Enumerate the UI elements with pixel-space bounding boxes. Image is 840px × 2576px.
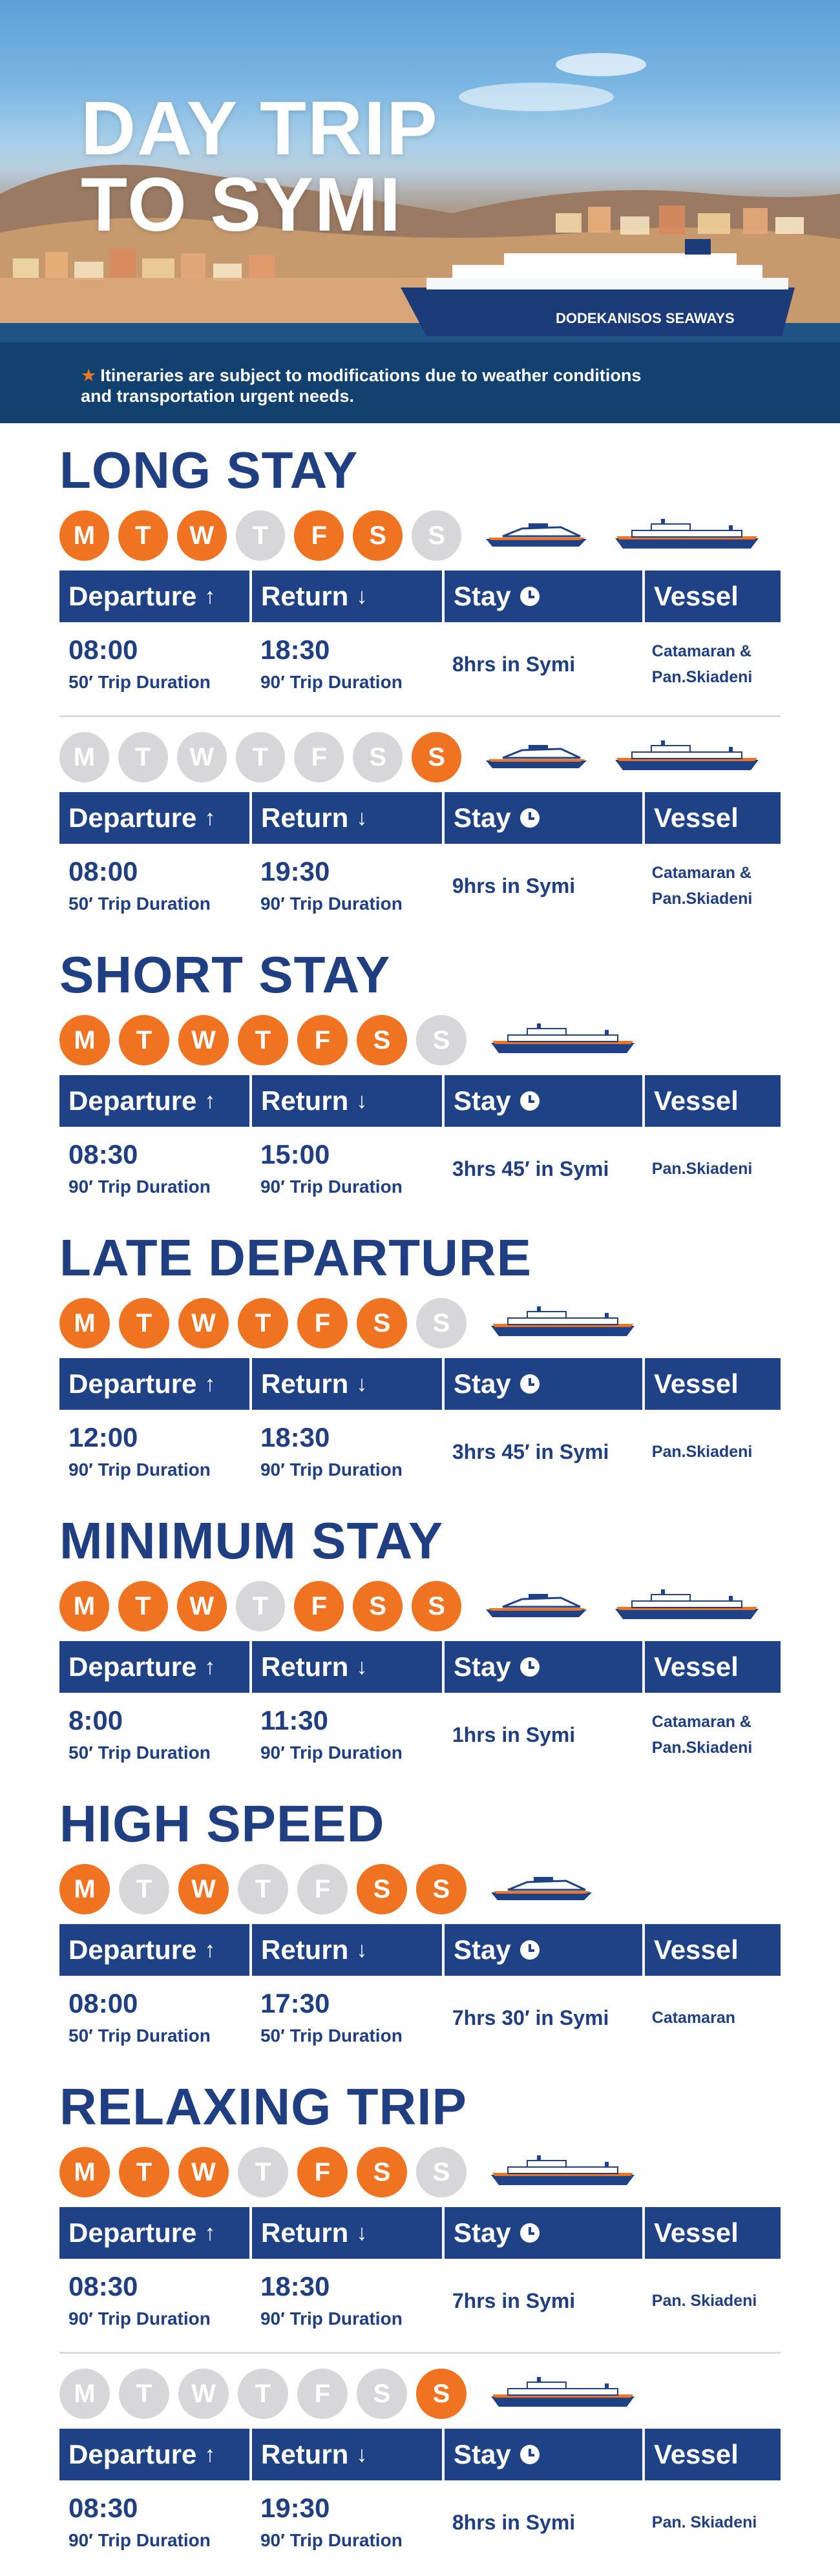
section-title: LATE DEPARTURE — [59, 1229, 532, 1286]
header-return-label: Return — [261, 581, 349, 611]
day-indicator: F — [297, 2369, 348, 2419]
days-row — [59, 1862, 781, 1916]
table-row — [59, 1693, 781, 1777]
day-indicator: F — [294, 1581, 344, 1631]
catamaran-icon — [488, 1872, 598, 1907]
header-return-label: Return — [261, 1934, 349, 1965]
vessel-cell — [643, 2288, 778, 2314]
header-return — [252, 792, 442, 844]
ferry-icon — [488, 2153, 637, 2192]
vessel-name-2: Pan.Skiadeni — [651, 668, 753, 686]
header-vessel — [645, 1641, 781, 1693]
days-row — [59, 2367, 781, 2421]
header-vessel — [645, 792, 781, 844]
stay-value: 7hrs 30′ in Symi — [452, 2005, 609, 2029]
vessel-name: Catamaran & — [651, 864, 751, 882]
departure-duration: 50′ Trip Duration — [68, 1743, 211, 1763]
header-return — [252, 571, 442, 622]
section-title: RELAXING TRIP — [59, 2078, 467, 2135]
day-indicator: S — [412, 732, 461, 782]
departure-time: 08:30 — [68, 1139, 138, 1169]
day-indicator: M — [59, 2369, 110, 2419]
header-return-label: Return — [261, 802, 349, 833]
star-icon: ★ — [81, 366, 97, 385]
header-stay-label: Stay — [454, 1085, 511, 1116]
table-header — [59, 571, 781, 622]
clock-icon — [520, 808, 540, 828]
day-indicator: T — [238, 2369, 288, 2419]
vessel-name: Pan.Skiadeni — [651, 1443, 753, 1461]
vessel-name: Catamaran & — [651, 642, 751, 660]
days-row — [59, 2145, 781, 2199]
arrow-up-icon: ↑ — [204, 1371, 216, 1396]
stay-value: 3hrs 45′ in Symi — [452, 1440, 609, 1463]
header-return-label: Return — [261, 1368, 349, 1399]
vessel-name: Pan. Skiadeni — [651, 2292, 757, 2310]
vessel-cell — [643, 1709, 778, 1761]
header-vessel-label: Vessel — [654, 1368, 739, 1399]
return-duration: 90′ Trip Duration — [260, 1177, 403, 1197]
header-return — [252, 2429, 442, 2480]
hero-note-text: Itineraries are subject to modifications due to weather conditions and transportation urgent needs. — [81, 366, 642, 406]
table-row — [59, 2480, 781, 2564]
arrow-down-icon: ↓ — [356, 1371, 368, 1396]
arrow-up-icon: ↑ — [204, 1937, 216, 1962]
schedule-block — [59, 2367, 781, 2564]
departure-cell — [59, 1421, 249, 1482]
stay-value: 1hrs in Symi — [452, 1723, 576, 1746]
section-title: HIGH SPEED — [59, 1795, 385, 1852]
clock-icon — [520, 2445, 540, 2464]
stay-value: 9hrs in Symi — [452, 874, 576, 897]
day-indicator: T — [118, 1581, 168, 1631]
ferry-icon — [488, 1304, 637, 1343]
header-vessel-label: Vessel — [654, 1085, 739, 1116]
departure-cell — [59, 1987, 249, 2048]
header-return-label: Return — [261, 2217, 349, 2248]
header-departure-label: Departure — [68, 581, 197, 611]
clock-icon — [520, 2223, 540, 2243]
header-stay — [445, 2429, 642, 2480]
return-time: 18:30 — [260, 1422, 330, 1452]
vessel-icons — [488, 2374, 656, 2414]
header-departure — [59, 1924, 249, 1976]
table-header — [59, 2429, 781, 2480]
return-duration: 90′ Trip Duration — [260, 894, 403, 914]
header-departure-label: Departure — [68, 1085, 197, 1116]
header-stay — [445, 571, 642, 622]
header-return — [252, 2207, 442, 2259]
day-indicator: T — [238, 2147, 288, 2197]
vessel-cell — [643, 1156, 778, 1182]
day-indicator: T — [119, 2147, 169, 2197]
departure-cell — [59, 1704, 249, 1765]
ferry-icon — [613, 516, 761, 556]
return-time: 19:30 — [260, 2493, 330, 2523]
return-cell — [251, 1704, 441, 1765]
return-time: 18:30 — [260, 634, 330, 665]
header-stay-label: Stay — [454, 581, 511, 611]
day-indicator: S — [357, 1864, 407, 1914]
arrow-down-icon: ↓ — [356, 1937, 368, 1962]
return-time: 15:00 — [260, 1139, 330, 1169]
header-departure-label: Departure — [68, 1934, 197, 1965]
header-stay — [445, 1075, 642, 1127]
header-return-label: Return — [261, 1651, 349, 1682]
vessel-name: Pan. Skiadeni — [651, 2513, 757, 2531]
hero-title-line1: DAY TRIP — [81, 86, 439, 171]
day-indicator: M — [59, 1581, 109, 1631]
clock-icon — [520, 1940, 540, 1960]
stay-cell — [443, 874, 640, 898]
schedule-block — [59, 1862, 781, 2060]
day-indicator: T — [118, 732, 168, 782]
arrow-up-icon: ↑ — [204, 583, 216, 609]
table-header — [59, 1924, 781, 1976]
arrow-up-icon: ↑ — [204, 2220, 216, 2245]
departure-time: 12:00 — [68, 1422, 138, 1452]
return-cell — [251, 1138, 441, 1199]
ferry-icon — [488, 1021, 637, 1060]
header-departure-label: Departure — [68, 1368, 197, 1399]
clock-icon — [520, 1374, 540, 1394]
vessel-icons — [483, 1587, 781, 1626]
header-vessel — [645, 571, 781, 622]
day-indicator: M — [59, 1298, 110, 1348]
header-stay — [445, 1358, 642, 1410]
departure-time: 8:00 — [68, 1705, 123, 1735]
arrow-down-icon: ↓ — [356, 583, 368, 609]
clock-icon — [520, 1091, 540, 1111]
schedule-content — [0, 441, 840, 2564]
table-row — [59, 1127, 781, 1211]
stay-cell — [443, 1723, 640, 1747]
return-time: 19:30 — [260, 856, 330, 886]
return-duration: 50′ Trip Duration — [260, 2026, 403, 2046]
header-stay — [445, 2207, 642, 2259]
stay-cell — [443, 653, 640, 676]
day-indicator: W — [178, 1298, 229, 1348]
return-cell — [251, 2492, 441, 2553]
arrow-down-icon: ↓ — [356, 1654, 368, 1679]
schedule-block — [59, 1296, 781, 1494]
hero-banner — [0, 0, 840, 423]
return-cell — [251, 855, 441, 916]
header-return — [252, 1924, 442, 1976]
stay-value: 8hrs in Symi — [452, 2510, 576, 2534]
return-cell — [251, 2270, 441, 2331]
header-return — [252, 1075, 442, 1127]
day-indicator: W — [178, 2147, 229, 2197]
schedule-block — [59, 2145, 781, 2343]
header-departure-label: Departure — [68, 1651, 197, 1682]
header-stay — [445, 1924, 642, 1976]
vessel-name-2: Pan.Skiadeni — [651, 1739, 753, 1757]
header-departure-label: Departure — [68, 802, 197, 833]
header-departure — [59, 1358, 249, 1410]
clock-icon — [520, 587, 540, 606]
day-indicator: F — [297, 1298, 348, 1348]
departure-cell — [59, 634, 249, 695]
header-vessel — [645, 1075, 781, 1127]
schedule-block — [59, 730, 781, 928]
return-time: 18:30 — [260, 2271, 330, 2301]
departure-cell — [59, 2492, 249, 2553]
stay-value: 7hrs in Symi — [452, 2288, 576, 2312]
table-header — [59, 792, 781, 844]
stay-cell — [443, 1157, 640, 1181]
schedule-block — [59, 508, 781, 706]
header-vessel-label: Vessel — [654, 802, 739, 833]
day-indicator: F — [297, 1864, 348, 1914]
days-row — [59, 508, 781, 563]
departure-cell — [59, 855, 249, 916]
day-indicator: T — [118, 510, 168, 561]
day-indicator: S — [353, 510, 403, 561]
header-return-label: Return — [261, 2439, 349, 2469]
arrow-up-icon: ↑ — [204, 805, 216, 830]
vessel-name: Catamaran — [651, 2009, 735, 2027]
return-duration: 90′ Trip Duration — [260, 2309, 403, 2329]
day-indicator: M — [59, 510, 109, 561]
catamaran-icon — [483, 518, 593, 554]
day-indicator: M — [59, 1864, 110, 1914]
day-indicator: M — [59, 732, 109, 782]
vessel-name-2: Pan.Skiadeni — [651, 890, 753, 908]
day-indicator: S — [353, 1581, 403, 1631]
header-stay-label: Stay — [454, 2439, 511, 2469]
table-row — [59, 1976, 781, 2060]
arrow-down-icon: ↓ — [356, 2442, 368, 2467]
day-indicator: F — [297, 1015, 348, 1065]
header-return — [252, 1358, 442, 1410]
departure-duration: 90′ Trip Duration — [68, 2309, 211, 2329]
stay-value: 8hrs in Symi — [452, 652, 576, 676]
departure-duration: 50′ Trip Duration — [68, 894, 211, 914]
day-indicator: S — [416, 2369, 467, 2419]
vessel-icons — [483, 516, 781, 556]
return-time: 17:30 — [260, 1988, 330, 2018]
day-indicator: T — [238, 1015, 288, 1065]
return-cell — [251, 1987, 441, 2048]
departure-duration: 50′ Trip Duration — [68, 672, 211, 692]
header-vessel-label: Vessel — [654, 1934, 739, 1965]
day-indicator: S — [416, 1864, 467, 1914]
stay-cell — [443, 2511, 640, 2535]
vessel-icons — [488, 1021, 656, 1060]
header-departure — [59, 1641, 249, 1693]
day-indicator: M — [59, 1015, 110, 1065]
header-departure — [59, 2207, 249, 2259]
day-indicator: T — [238, 1298, 288, 1348]
days-row — [59, 1296, 781, 1350]
day-indicator: S — [416, 1298, 467, 1348]
arrow-down-icon: ↓ — [356, 805, 368, 830]
arrow-up-icon: ↑ — [204, 2442, 216, 2467]
header-departure — [59, 1075, 249, 1127]
header-vessel-label: Vessel — [654, 2217, 739, 2248]
day-indicator: T — [119, 2369, 169, 2419]
vessel-name: Catamaran & — [651, 1713, 751, 1731]
stay-value: 3hrs 45′ in Symi — [452, 1157, 609, 1180]
day-indicator: S — [357, 1015, 407, 1065]
day-indicator: F — [297, 2147, 348, 2197]
header-vessel-label: Vessel — [654, 581, 739, 611]
vessel-cell — [643, 2509, 778, 2535]
table-header — [59, 2207, 781, 2259]
table-header — [59, 1358, 781, 1410]
day-indicator: S — [416, 2147, 467, 2197]
stay-cell — [443, 2289, 640, 2313]
day-indicator: W — [177, 1581, 227, 1631]
catamaran-icon — [483, 740, 593, 775]
table-row — [59, 1410, 781, 1494]
section-title: MINIMUM STAY — [59, 1512, 444, 1569]
arrow-down-icon: ↓ — [356, 1088, 368, 1113]
departure-time: 08:30 — [68, 2493, 138, 2523]
table-header — [59, 1641, 781, 1693]
header-stay — [445, 792, 642, 844]
return-duration: 90′ Trip Duration — [260, 672, 403, 692]
header-vessel — [645, 1924, 781, 1976]
day-indicator: T — [119, 1864, 169, 1914]
day-indicator: T — [119, 1298, 169, 1348]
vessel-cell — [643, 1439, 778, 1465]
hero-title-line2: TO SYMI — [81, 162, 403, 247]
stay-cell — [443, 2006, 640, 2030]
schedule-block — [59, 1013, 781, 1211]
days-row — [59, 1013, 781, 1067]
section-title: SHORT STAY — [59, 946, 391, 1003]
header-stay-label: Stay — [454, 1651, 511, 1682]
vessel-icons — [488, 2153, 656, 2192]
catamaran-icon — [483, 1589, 593, 1624]
header-vessel — [645, 2429, 781, 2480]
day-indicator: S — [416, 1015, 467, 1065]
day-indicator: S — [357, 2147, 407, 2197]
vessel-cell — [643, 860, 778, 912]
day-indicator: W — [177, 510, 227, 561]
table-row — [59, 844, 781, 928]
header-stay-label: Stay — [454, 2217, 511, 2248]
header-departure — [59, 792, 249, 844]
day-indicator: F — [294, 510, 344, 561]
arrow-up-icon: ↑ — [204, 1654, 216, 1679]
day-indicator: T — [236, 1581, 286, 1631]
vessel-cell — [643, 2005, 778, 2031]
departure-duration: 90′ Trip Duration — [68, 1177, 211, 1197]
return-duration: 90′ Trip Duration — [260, 1743, 403, 1763]
header-vessel — [645, 2207, 781, 2259]
vessel-icons — [488, 1304, 656, 1343]
day-indicator: S — [353, 732, 403, 782]
header-departure — [59, 2429, 249, 2480]
ferry-icon — [613, 1587, 761, 1626]
departure-time: 08:00 — [68, 856, 138, 886]
vessel-icons — [483, 738, 781, 777]
table-row — [59, 2259, 781, 2343]
departure-cell — [59, 2270, 249, 2331]
day-indicator: T — [119, 1015, 169, 1065]
departure-time: 08:30 — [68, 2271, 138, 2301]
divider — [59, 2352, 781, 2354]
day-indicator: W — [178, 2369, 229, 2419]
clock-icon — [520, 1657, 540, 1677]
schedule-block — [59, 1579, 781, 1777]
departure-cell — [59, 1138, 249, 1199]
table-header — [59, 1075, 781, 1127]
day-indicator: S — [357, 1298, 407, 1348]
days-row — [59, 730, 781, 784]
day-indicator: M — [59, 2147, 110, 2197]
header-departure-label: Departure — [68, 2439, 197, 2469]
vessel-icons — [488, 1872, 618, 1907]
day-indicator: S — [412, 510, 461, 561]
header-stay-label: Stay — [454, 1368, 511, 1399]
header-stay — [445, 1641, 642, 1693]
return-time: 11:30 — [260, 1705, 329, 1735]
day-indicator: S — [412, 1581, 461, 1631]
departure-duration: 90′ Trip Duration — [68, 1460, 211, 1480]
vessel-name: Pan.Skiadeni — [651, 1160, 753, 1178]
vessel-cell — [643, 638, 778, 690]
ferry-icon — [488, 2374, 637, 2414]
return-duration: 90′ Trip Duration — [260, 1460, 403, 1480]
header-return — [252, 1641, 442, 1693]
hero-title — [81, 86, 533, 247]
header-departure-label: Departure — [68, 2217, 197, 2248]
return-duration: 90′ Trip Duration — [260, 2530, 403, 2550]
header-vessel — [645, 1358, 781, 1410]
header-return-label: Return — [261, 1085, 349, 1116]
hero-note — [81, 365, 649, 406]
ship-name: DODEKANISOS SEAWAYS — [556, 310, 735, 326]
day-indicator: T — [236, 510, 286, 561]
header-departure — [59, 571, 249, 622]
return-cell — [251, 634, 441, 695]
day-indicator: W — [178, 1015, 229, 1065]
arrow-down-icon: ↓ — [356, 2220, 368, 2245]
day-indicator: S — [357, 2369, 407, 2419]
header-vessel-label: Vessel — [654, 1651, 739, 1682]
day-indicator: T — [236, 732, 286, 782]
departure-time: 08:00 — [68, 1988, 138, 2018]
departure-duration: 50′ Trip Duration — [68, 2026, 211, 2046]
stay-cell — [443, 1440, 640, 1464]
table-row — [59, 622, 781, 706]
day-indicator: F — [294, 732, 344, 782]
departure-time: 08:00 — [68, 634, 138, 665]
header-stay-label: Stay — [454, 1934, 511, 1965]
header-vessel-label: Vessel — [654, 2439, 739, 2469]
day-indicator: W — [177, 732, 227, 782]
day-indicator: W — [178, 1864, 229, 1914]
header-stay-label: Stay — [454, 802, 511, 833]
section-title: LONG STAY — [59, 441, 359, 499]
arrow-up-icon: ↑ — [204, 1088, 216, 1113]
return-cell — [251, 1421, 441, 1482]
days-row — [59, 1579, 781, 1633]
divider — [59, 715, 781, 717]
departure-duration: 90′ Trip Duration — [68, 2530, 211, 2550]
day-indicator: T — [238, 1864, 288, 1914]
ferry-icon — [613, 738, 761, 777]
